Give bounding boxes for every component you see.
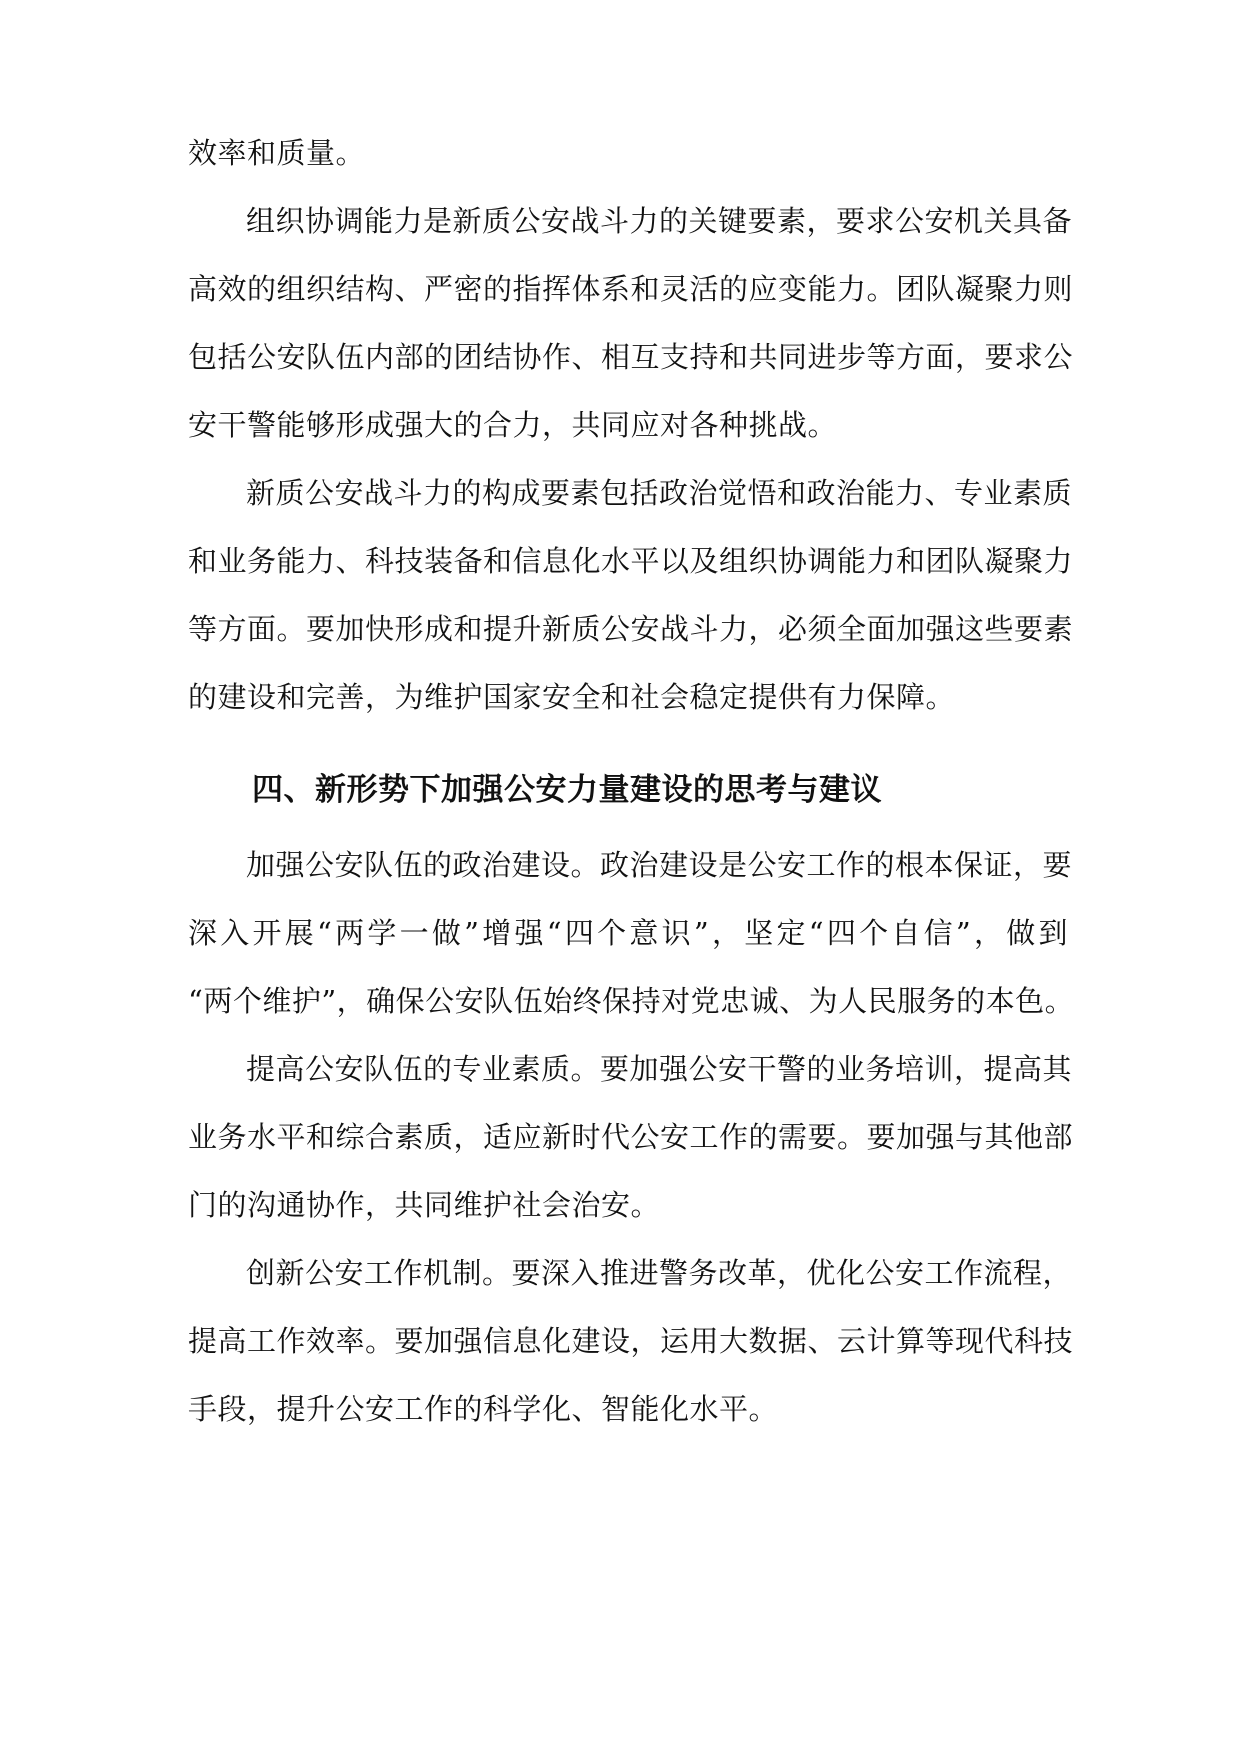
- paragraph-line: 组织协调能力是新质公安战斗力的关键要素，要求公安机关具备: [246, 204, 1073, 238]
- paragraph-line: 提高工作效率。要加强信息化建设，运用大数据、云计算等现代科技: [188, 1324, 1074, 1358]
- paragraph-line: 包括公安队伍内部的团结协作、相互支持和共同进步等方面，要求公: [188, 340, 1074, 374]
- paragraph-line: 深入开展“两学一做”增强“四个意识”，坚定“四个自信”，做到: [188, 916, 1068, 950]
- paragraph-line: “两个维护”，确保公安队伍始终保持对党忠诚、为人民服务的本色。: [188, 984, 1075, 1018]
- paragraph-line: 新质公安战斗力的构成要素包括政治觉悟和政治能力、专业素质: [246, 476, 1073, 510]
- paragraph-line: 效率和质量。: [188, 136, 366, 170]
- paragraph-line: 创新公安工作机制。要深入推进警务改革，优化公安工作流程，: [246, 1256, 1073, 1290]
- paragraph-line: 业务水平和综合素质，适应新时代公安工作的需要。要加强与其他部: [188, 1120, 1074, 1154]
- paragraph-line: 等方面。要加快形成和提升新质公安战斗力，必须全面加强这些要素: [188, 612, 1074, 646]
- paragraph-line: 门的沟通协作，共同维护社会治安。: [188, 1188, 661, 1222]
- paragraph-line: 高效的组织结构、严密的指挥体系和灵活的应变能力。团队凝聚力则: [188, 272, 1074, 306]
- paragraph-line: 安干警能够形成强大的合力，共同应对各种挑战。: [188, 408, 838, 442]
- paragraph-line: 提高公安队伍的专业素质。要加强公安干警的业务培训，提高其: [246, 1052, 1073, 1086]
- paragraph-line: 手段，提升公安工作的科学化、智能化水平。: [188, 1392, 779, 1426]
- paragraph-line: 的建设和完善，为维护国家安全和社会稳定提供有力保障。: [188, 680, 956, 714]
- section-heading: 四、新形势下加强公安力量建设的思考与建议: [252, 772, 882, 808]
- paragraph-line: 和业务能力、科技装备和信息化水平以及组织协调能力和团队凝聚力: [188, 544, 1074, 578]
- paragraph-line: 加强公安队伍的政治建设。政治建设是公安工作的根本保证，要: [246, 848, 1073, 882]
